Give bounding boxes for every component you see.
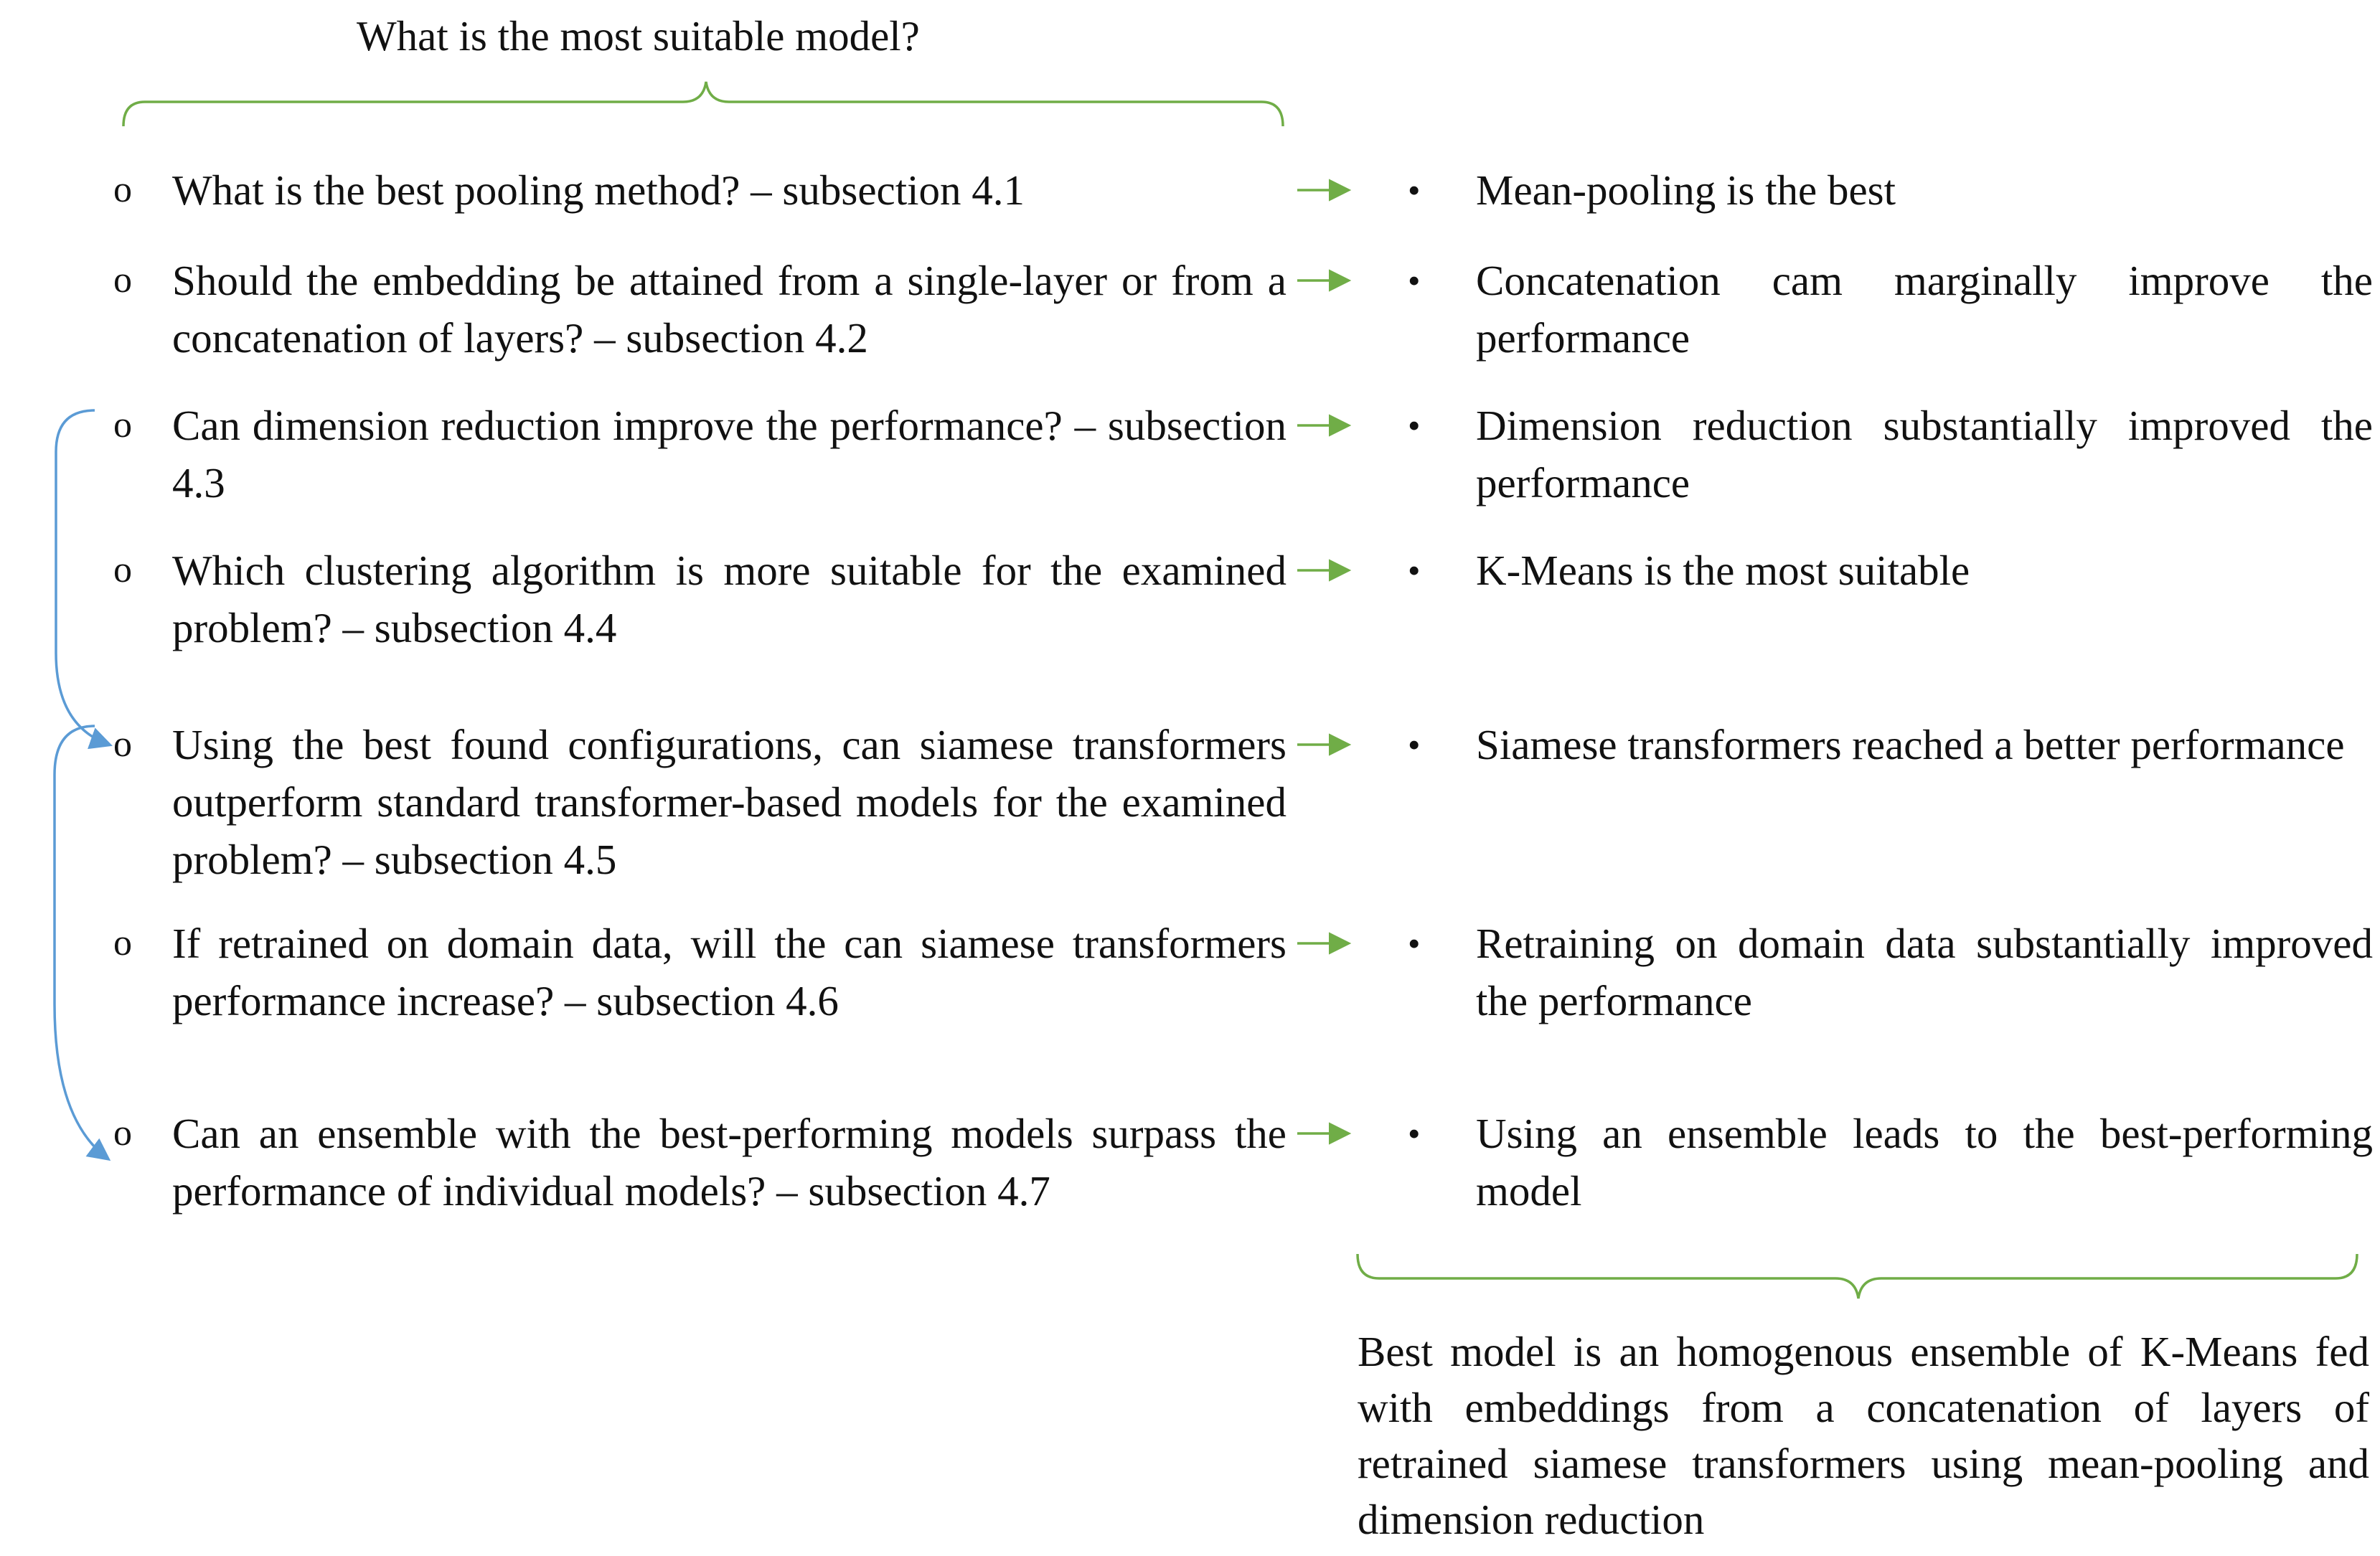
question-text-7: Can an ensemble with the best-performing models surpass the performance of individual models? – subsection 4.7 [172, 1110, 1287, 1215]
question-text-3: Can dimension reduction improve the performance? – subsection 4.3 [172, 402, 1287, 506]
answer-item-6 [1408, 915, 2373, 1029]
answer-text-2: Concatenation cam marginally improve the performance [1476, 257, 2373, 362]
question-item-5 [113, 716, 1287, 888]
answer-text-6: Retraining on domain data substantially improved the performance [1476, 920, 2373, 1024]
question-bullet: o [113, 260, 132, 301]
answer-text-5: Siamese transformers reached a better performance [1476, 721, 2345, 768]
question-text-1: What is the best pooling method? – subsection 4.1 [172, 166, 1025, 214]
answer-bullet: • [1408, 405, 1421, 445]
question-item-4 [113, 542, 1287, 656]
answer-text-4: K-Means is the most suitable [1476, 547, 1970, 594]
answer-item-7 [1408, 1105, 2373, 1220]
question-bullet: o [113, 923, 132, 963]
answer-bullet: • [1408, 923, 1421, 963]
answer-bullet: • [1408, 550, 1421, 590]
question-text-5: Using the best found configurations, can siamese transformers outperform standard transformer-based models for the examined problem? – subsection 4.5 [172, 721, 1287, 883]
question-item-2 [113, 252, 1287, 367]
answer-bullet: • [1408, 260, 1421, 301]
answer-bullet: • [1408, 170, 1421, 210]
blue-connector-1 [56, 410, 109, 745]
question-bullet: o [113, 169, 132, 210]
question-bullet: o [113, 550, 132, 590]
question-item-7 [113, 1105, 1287, 1220]
answer-text-7: Using an ensemble leads to the best-performing model [1476, 1110, 2373, 1215]
blue-connector-2 [55, 726, 108, 1159]
conclusion-text: Best model is an homogenous ensemble of K-Means fed with embeddings from a concatenation of layers of retrained siamese transformers using mean-pooling and dimension reduction [1358, 1328, 2369, 1543]
answer-item-3 [1408, 397, 2373, 511]
question-bullet: o [113, 724, 132, 765]
question-item-3 [113, 397, 1287, 511]
question-bullet: o [113, 1113, 132, 1154]
answer-item-5 [1408, 716, 2373, 773]
answer-text-3: Dimension reduction substantially improved the performance [1476, 402, 2373, 506]
diagram-title: What is the most suitable model? [357, 12, 920, 60]
question-item-1 [113, 161, 1287, 219]
question-text-2: Should the embedding be attained from a single-layer or from a concatenation of layers? – subsection 4.2 [172, 257, 1287, 362]
question-text-6: If retrained on domain data, will the can siamese transformers performance increase? – subsection 4.6 [172, 920, 1287, 1024]
top-brace [123, 82, 1283, 126]
question-bullet: o [113, 405, 132, 445]
answer-text-1: Mean-pooling is the best [1476, 166, 1896, 214]
answer-item-1 [1408, 161, 2373, 219]
question-item-6 [113, 915, 1287, 1029]
answer-bullet: • [1408, 725, 1421, 765]
question-text-4: Which clustering algorithm is more suitable for the examined problem? – subsection 4.4 [172, 547, 1287, 651]
answer-bullet: • [1408, 1113, 1421, 1154]
bottom-brace [1358, 1254, 2357, 1298]
answer-item-2 [1408, 252, 2373, 367]
answer-item-4 [1408, 542, 2373, 599]
